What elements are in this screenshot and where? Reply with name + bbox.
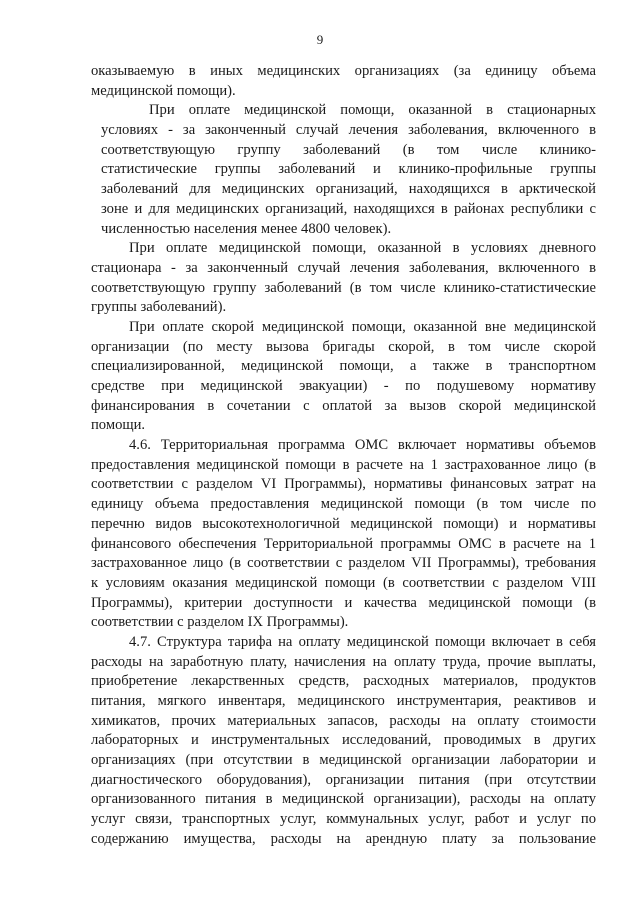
text-line: соответствующую группу заболеваний (в том числе клинико-: [101, 141, 596, 158]
paragraph-section-4-7: [91, 633, 596, 850]
text-line: специализированной, медицинской помощи, а также в транспортном: [91, 358, 596, 375]
text-line: условиях - за законченный случай лечения заболевания, включенного в: [101, 122, 596, 139]
paragraph-continuation: [91, 62, 596, 101]
text-line: помощи.: [91, 417, 146, 434]
text-line: перечню видов высокотехнологичной медицинской помощи) и нормативы: [91, 515, 596, 532]
text-line: статистические группы заболеваний и клинико-профильные группы: [101, 161, 596, 178]
text-line: застрахованное лицо (в соответствии с разделом VII Программы), требования: [91, 555, 596, 572]
paragraph-day-hospital-payment: [91, 239, 596, 318]
text-line: При оплате медицинской помощи, оказанной в стационарных: [149, 102, 596, 119]
text-line: предоставления медицинской помощи в расчете на 1 застрахованное лицо (в: [91, 456, 596, 473]
text-line: численностью населения менее 4800 человек).: [101, 220, 392, 237]
text-line: к условиям оказания медицинской помощи (в соответствии с разделом VIII: [91, 574, 596, 591]
text-line: питания, мягкого инвентаря, медицинского инструментария, реактивов и: [91, 693, 596, 709]
text-line: 4.6. Территориальная программа ОМС включает нормативы объемов: [129, 437, 596, 454]
text-line: соответствии с разделом IX Программы).: [91, 614, 349, 631]
text-line: приобретение лекарственных средств, расходных материалов, продуктов: [91, 673, 596, 690]
text-line: диагностического оборудования), организации питания (при отсутствии: [91, 771, 596, 788]
text-line: финансового обеспечения Территориальной программы ОМС в расчете на 1: [91, 535, 596, 552]
text-line: стационара - за законченный случай лечения заболевания, включенного в: [91, 259, 596, 276]
text-line: организациях (при отсутствии в медицинской организации лаборатории и: [91, 752, 596, 769]
text-line: соответствующую группу заболеваний (в том числе клинико-статистические: [91, 279, 596, 296]
text-line: соответствии с разделом VI Программы), нормативы финансовых затрат на: [91, 476, 596, 493]
document-body: [91, 62, 596, 850]
page-number: 9: [316, 32, 324, 47]
text-line: оказываемую в иных медицинских организациях (за единицу объема: [91, 63, 596, 79]
text-line: расходы на заработную плату, начисления на оплату труда, прочие выплаты,: [91, 653, 596, 670]
text-line: При оплате скорой медицинской помощи, оказанной вне медицинской: [129, 318, 596, 335]
text-line: При оплате медицинской помощи, оказанной в условиях дневного: [129, 240, 596, 257]
paragraph-section-4-6: [91, 436, 596, 633]
text-line: лабораторных и инструментальных исследований, проводимых в других: [91, 732, 596, 749]
text-line: медицинской помощи).: [91, 82, 236, 99]
text-line: заболеваний для медицинских организаций, находящихся в арктической: [101, 181, 596, 198]
text-line: услуг связи, транспортных услуг, коммунальных услуг, работ и услуг по: [91, 811, 596, 828]
text-line: средстве при медицинской эвакуации) - по подушевому нормативу: [91, 378, 596, 394]
text-line: единицу объема предоставления медицинской помощи (в том числе по: [91, 496, 596, 513]
text-line: группы заболеваний).: [91, 299, 227, 316]
text-line: содержанию имущества, расходы на арендную плату за пользование: [91, 830, 596, 847]
text-line: 4.7. Структура тарифа на оплату медицинской помощи включает в себя: [129, 633, 596, 650]
text-line: финансирования в сочетании с оплатой за вызов скорой медицинской: [91, 397, 596, 414]
paragraph-ambulance-payment: [91, 318, 596, 436]
text-line: организации (по месту вызова бригады скорой, в том числе скорой: [91, 338, 596, 355]
text-line: Программы), критерии доступности и качества медицинской помощи (в: [91, 594, 596, 611]
text-line: химикатов, прочих материальных запасов, расходы на оплату стоимости: [91, 712, 596, 729]
text-line: организованного питания в медицинской организации), расходы на оплату: [91, 791, 596, 808]
paragraph-inpatient-payment: [101, 101, 596, 239]
text-line: зоне и для медицинских организаций, находящихся в районах республики с: [101, 200, 596, 217]
